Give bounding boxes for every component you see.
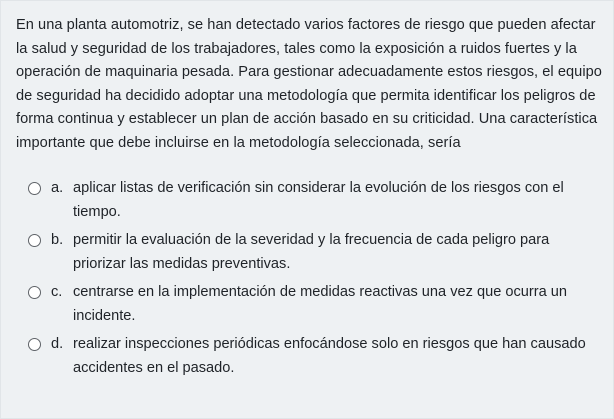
option-c-letter: c.	[51, 284, 63, 300]
answer-options	[16, 177, 603, 380]
option-a-radio[interactable]	[28, 182, 41, 195]
option-a-letter: a.	[51, 180, 64, 196]
option-c-text[interactable]: centrarse en la implementación de medidas reactivas una vez que ocurra un incidente.	[73, 284, 568, 324]
option-d-letter: d.	[51, 336, 64, 352]
question-text: En una planta automotriz, se han detectado varios factores de riesgo que pueden afectar la salud y seguridad de los trabajadores, tales como la exposición a ruidos fuertes y la operación de maquinaria pesada. Para gestionar adecuadamente estos riesgos, el equipo de seguridad ha decidido adoptar una metodología que permita identificar los peligros de forma continua y establecer un plan de acción basado en su criticidad. Una característica importante que debe incluirse en la metodología seleccionada, sería	[16, 17, 602, 151]
option-d-text[interactable]: realizar inspecciones periódicas enfocándose solo en riesgos que han causado accidentes en el pasado.	[73, 336, 586, 376]
option-d[interactable]	[28, 333, 603, 380]
option-c-radio[interactable]	[28, 286, 41, 299]
option-a-text[interactable]: aplicar listas de verificación sin considerar la evolución de los riesgos con el tiempo.	[73, 180, 564, 220]
option-c[interactable]	[28, 281, 603, 328]
option-b-text[interactable]: permitir la evaluación de la severidad y la frecuencia de cada peligro para priorizar las medidas preventivas.	[73, 232, 550, 272]
option-a[interactable]	[28, 177, 603, 224]
option-d-radio[interactable]	[28, 338, 41, 351]
option-b-radio[interactable]	[28, 234, 41, 247]
option-b[interactable]	[28, 229, 603, 276]
option-b-letter: b.	[51, 232, 64, 248]
